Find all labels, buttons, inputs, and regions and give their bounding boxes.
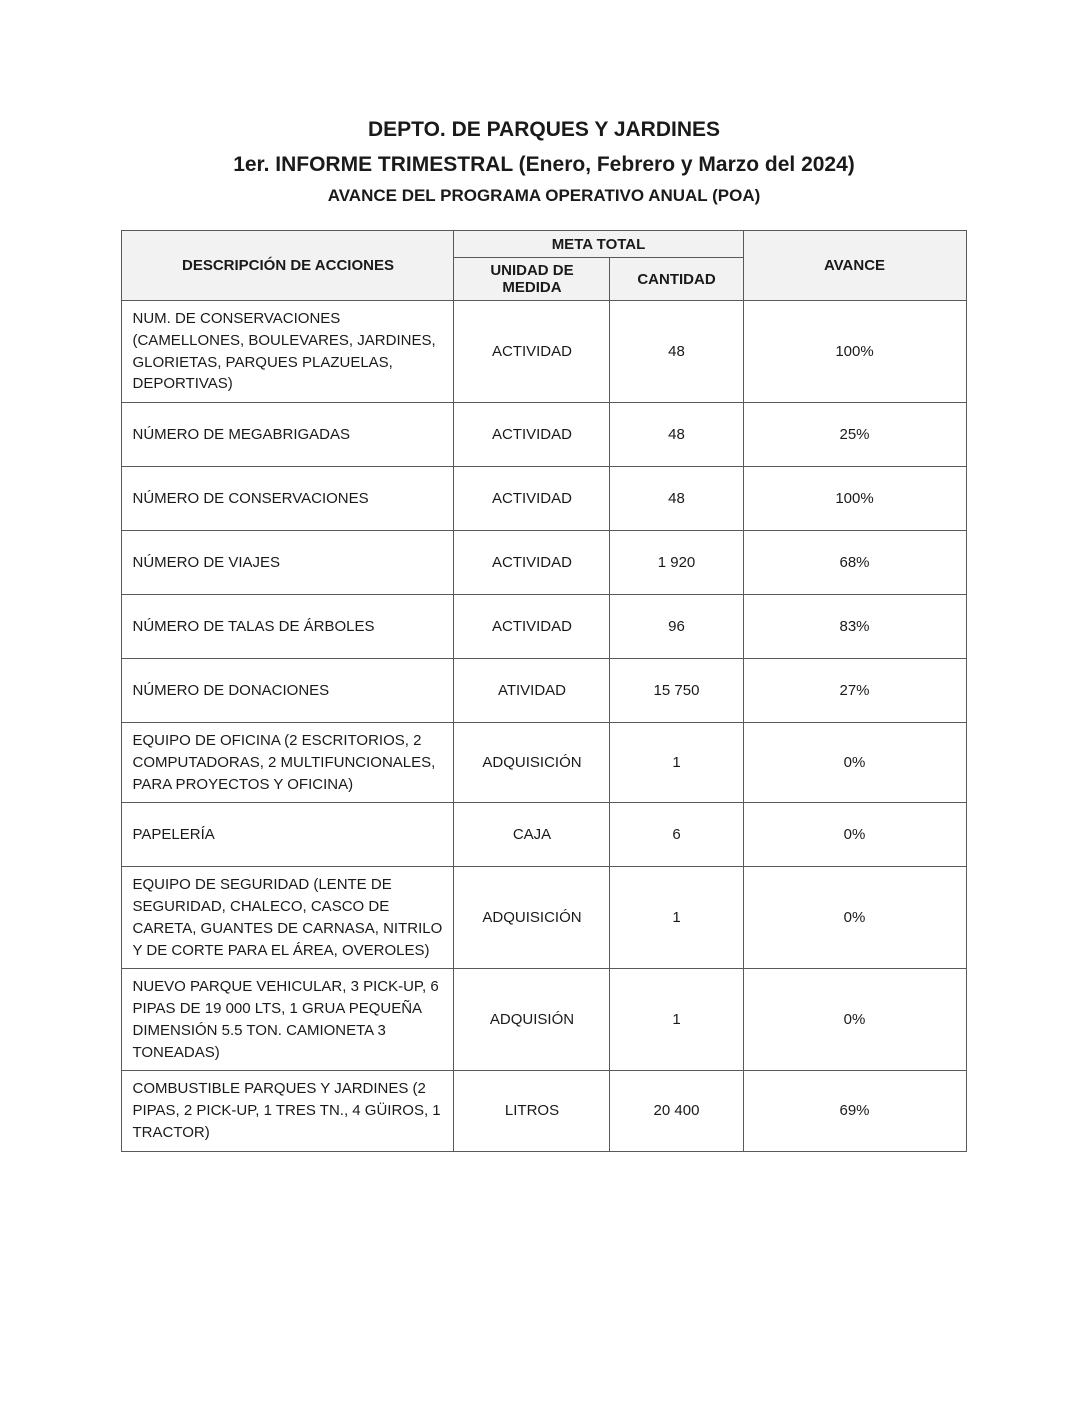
row-unit-cell: ADQUISICIÓN: [454, 867, 610, 969]
row-unit-cell: ATIVIDAD: [454, 659, 610, 723]
table-body: [122, 301, 966, 1152]
row-quantity-cell: 48: [610, 301, 743, 403]
row-unit-cell: CAJA: [454, 803, 610, 867]
table-row: [122, 595, 966, 659]
row-description-cell: NÚMERO DE VIAJES: [122, 531, 454, 595]
table-row: [122, 969, 966, 1071]
row-advance-cell: 68%: [743, 531, 966, 595]
table-row: [122, 659, 966, 723]
row-unit-cell: ACTIVIDAD: [454, 403, 610, 467]
table-row: [122, 867, 966, 969]
row-unit-cell: ACTIVIDAD: [454, 467, 610, 531]
poa-table: [121, 230, 966, 1152]
row-unit-cell: ADQUISIÓN: [454, 969, 610, 1071]
row-description-cell: COMBUSTIBLE PARQUES Y JARDINES (2 PIPAS, 2 PICK-UP, 1 TRES TN., 4 GÜIROS, 1 TRACTOR): [122, 1071, 454, 1151]
row-advance-cell: 0%: [743, 803, 966, 867]
table-row: [122, 467, 966, 531]
header-row-top: [122, 231, 966, 258]
table-row: [122, 803, 966, 867]
report-subtitle: AVANCE DEL PROGRAMA OPERATIVO ANUAL (POA): [327, 186, 761, 205]
header-quantity: CANTIDAD: [610, 258, 743, 301]
row-description-cell: NUEVO PARQUE VEHICULAR, 3 PICK-UP, 6 PIPAS DE 19 000 LTS, 1 GRUA PEQUEÑA DIMENSIÓN 5.5 TON. CAMIONETA 3 TONEADAS): [122, 969, 454, 1071]
table-row: [122, 301, 966, 403]
header-avance: AVANCE: [743, 231, 966, 301]
report-title: 1er. INFORME TRIMESTRAL (Enero, Febrero y Marzo del 2024): [233, 153, 855, 176]
row-unit-cell: ACTIVIDAD: [454, 531, 610, 595]
department-title: DEPTO. DE PARQUES Y JARDINES: [367, 118, 721, 141]
row-unit-cell: ADQUISICIÓN: [454, 723, 610, 803]
row-quantity-cell: 6: [610, 803, 743, 867]
row-advance-cell: 25%: [743, 403, 966, 467]
row-description-cell: NÚMERO DE MEGABRIGADAS: [122, 403, 454, 467]
row-advance-cell: 0%: [743, 867, 966, 969]
row-quantity-cell: 15 750: [610, 659, 743, 723]
row-description-cell: NUM. DE CONSERVACIONES (CAMELLONES, BOULEVARES, JARDINES, GLORIETAS, PARQUES PLAZUELAS, DEPORTIVAS): [122, 301, 454, 403]
row-quantity-cell: 1 920: [610, 531, 743, 595]
header-meta-total: META TOTAL: [454, 231, 743, 258]
row-description-cell: EQUIPO DE SEGURIDAD (LENTE DE SEGURIDAD, CHALECO, CASCO DE CARETA, GUANTES DE CARNASA, NITRILO Y DE CORTE PARA EL ÁREA, OVEROLES): [122, 867, 454, 969]
row-unit-cell: ACTIVIDAD: [454, 595, 610, 659]
row-description-cell: NÚMERO DE CONSERVACIONES: [122, 467, 454, 531]
row-advance-cell: 27%: [743, 659, 966, 723]
row-quantity-cell: 96: [610, 595, 743, 659]
row-description-cell: EQUIPO DE OFICINA (2 ESCRITORIOS, 2 COMPUTADORAS, 2 MULTIFUNCIONALES, PARA PROYECTOS Y OFICINA): [122, 723, 454, 803]
row-quantity-cell: 48: [610, 467, 743, 531]
row-unit-cell: ACTIVIDAD: [454, 301, 610, 403]
row-description-cell: NÚMERO DE TALAS DE ÁRBOLES: [122, 595, 454, 659]
table-header: [122, 231, 966, 301]
row-advance-cell: 100%: [743, 301, 966, 403]
row-advance-cell: 100%: [743, 467, 966, 531]
table-row: [122, 1071, 966, 1151]
row-advance-cell: 83%: [743, 595, 966, 659]
table-row: [122, 531, 966, 595]
row-quantity-cell: 1: [610, 867, 743, 969]
row-quantity-cell: 20 400: [610, 1071, 743, 1151]
row-quantity-cell: 1: [610, 723, 743, 803]
row-description-cell: NÚMERO DE DONACIONES: [122, 659, 454, 723]
row-advance-cell: 69%: [743, 1071, 966, 1151]
row-quantity-cell: 1: [610, 969, 743, 1071]
table-row: [122, 403, 966, 467]
row-advance-cell: 0%: [743, 723, 966, 803]
row-advance-cell: 0%: [743, 969, 966, 1071]
row-quantity-cell: 48: [610, 403, 743, 467]
header-unit: UNIDAD DE MEDIDA: [454, 258, 610, 301]
header-description: DESCRIPCIÓN DE ACCIONES: [122, 231, 454, 301]
table-row: [122, 723, 966, 803]
row-unit-cell: LITROS: [454, 1071, 610, 1151]
row-description-cell: PAPELERÍA: [122, 803, 454, 867]
title-block: [0, 118, 1088, 206]
